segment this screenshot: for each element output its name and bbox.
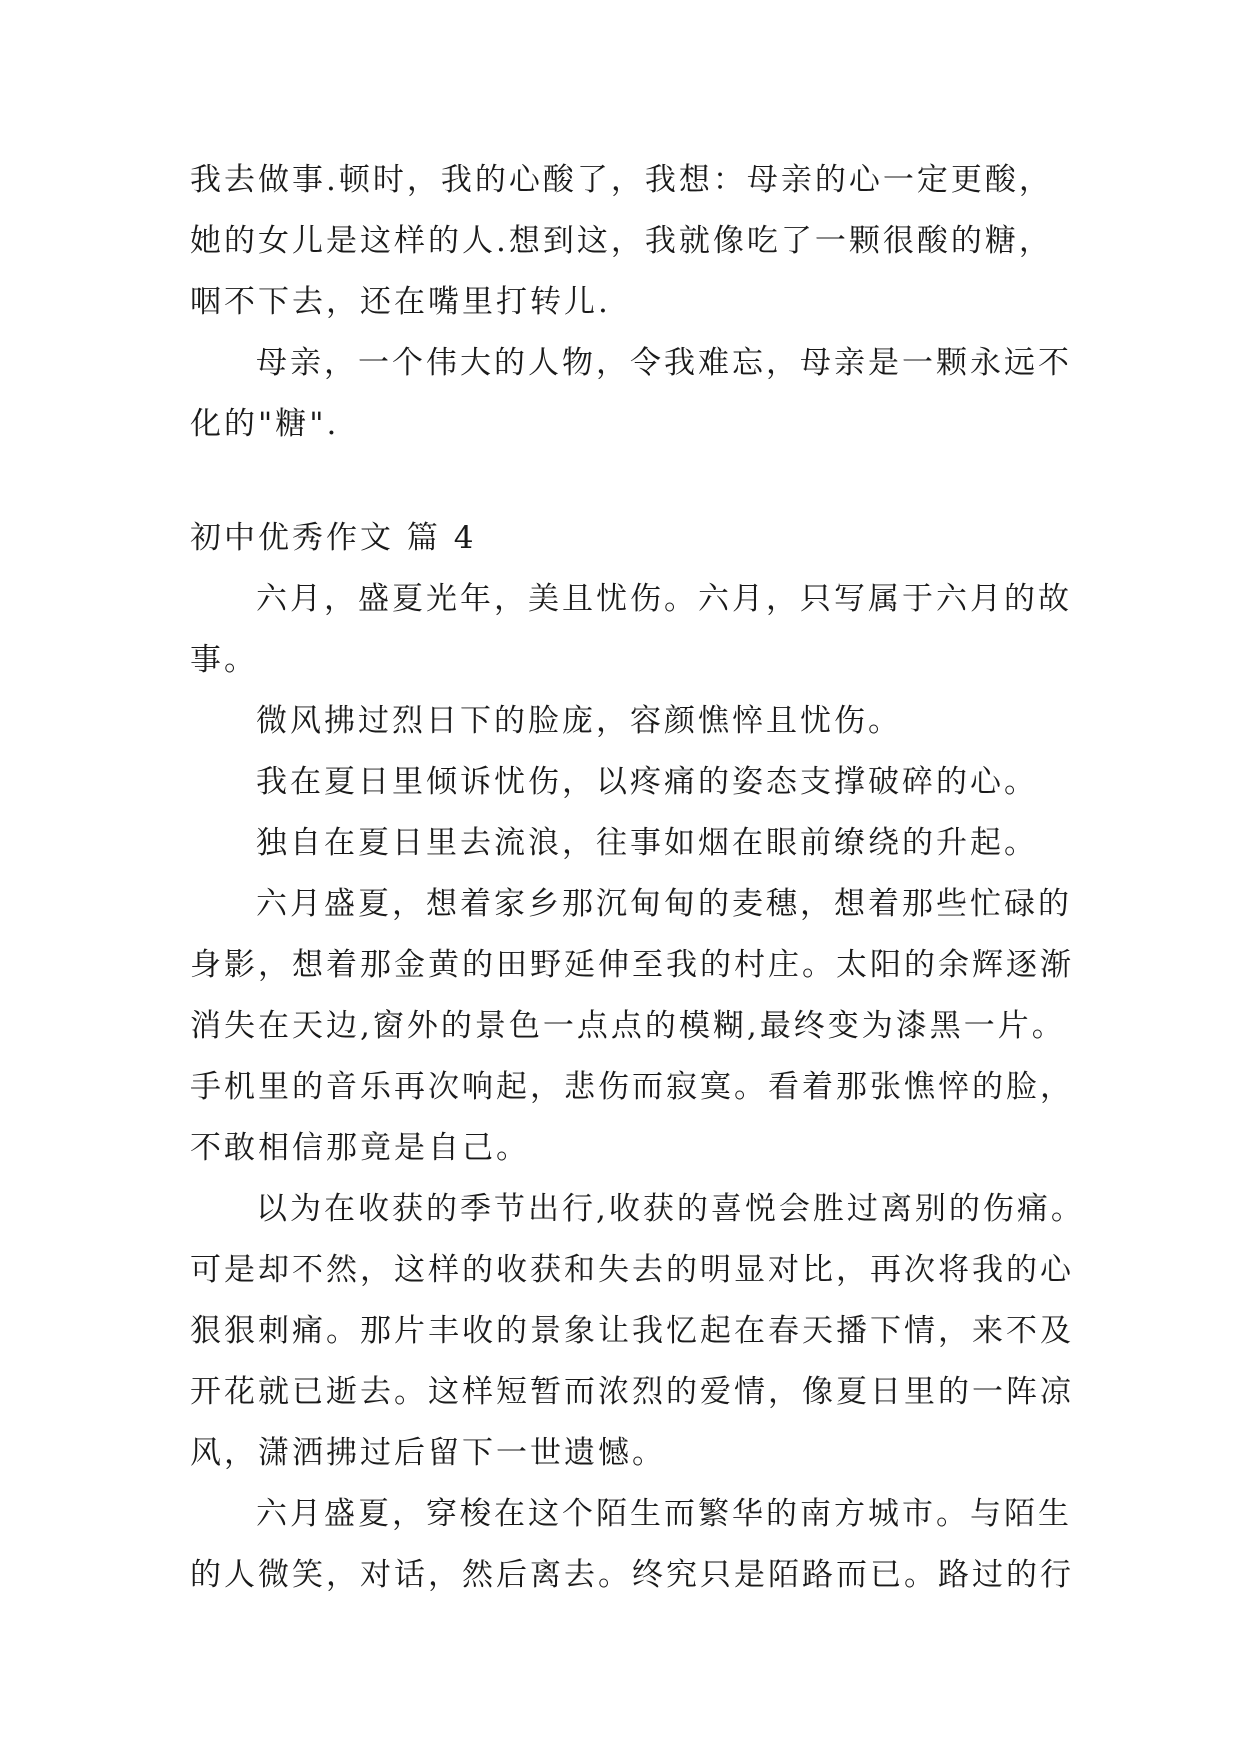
text-line: 六月，盛夏光年，美且忧伤。六月，只写属于六月的故: [256, 581, 1072, 617]
section-heading: 初中优秀作文 篇 4: [190, 520, 477, 556]
text-line: 她的女儿是这样的人.想到这，我就像吃了一颗很酸的糖，: [190, 223, 1053, 259]
text-line: 咽不下去，还在嘴里打转儿.: [190, 284, 611, 320]
essay-body: [190, 569, 1085, 1606]
text-line: 开花就已逝去。这样短暂而浓烈的爱情，像夏日里的一阵凉: [190, 1374, 1074, 1410]
text-line: 的人微笑，对话，然后离去。终究只是陌路而已。路过的行: [190, 1557, 1074, 1593]
text-line: 六月盛夏，想着家乡那沉甸甸的麦穗，想着那些忙碌的: [256, 886, 1072, 922]
text-line: 风，潇洒拂过后留下一世遗憾。: [190, 1435, 666, 1471]
text-line: 六月盛夏，穿梭在这个陌生而繁华的南方城市。与陌生: [256, 1496, 1072, 1532]
text-line: 可是却不然，这样的收获和失去的明显对比，再次将我的心: [190, 1252, 1074, 1288]
text-line: 我去做事.顿时，我的心酸了，我想：母亲的心一定更酸，: [190, 162, 1053, 198]
text-line: 不敢相信那竟是自己。: [190, 1130, 530, 1166]
text-line: 独自在夏日里去流浪，往事如烟在眼前缭绕的升起。: [256, 825, 1038, 861]
text-line: 狠狠刺痛。那片丰收的景象让我忆起在春天播下情，来不及: [190, 1313, 1074, 1349]
text-line: 事。: [190, 642, 258, 678]
text-line: 消失在天边,窗外的景色一点点的模糊,最终变为漆黑一片。: [190, 1008, 1066, 1044]
text-line: 化的"糖".: [190, 406, 340, 442]
text-line: 母亲，一个伟大的人物，令我难忘，母亲是一颗永远不: [256, 345, 1072, 381]
text-line: 身影，想着那金黄的田野延伸至我的村庄。太阳的余辉逐渐: [190, 947, 1074, 983]
text-line: 手机里的音乐再次响起，悲伤而寂寞。看着那张憔悴的脸，: [190, 1069, 1074, 1105]
text-line: 微风拂过烈日下的脸庞，容颜憔悴且忧伤。: [256, 703, 902, 739]
previous-essay-ending: [190, 150, 1070, 455]
text-line: 以为在收获的季节出行,收获的喜悦会胜过离别的伤痛。: [256, 1191, 1085, 1227]
text-line: 我在夏日里倾诉忧伤，以疼痛的姿态支撑破碎的心。: [256, 764, 1038, 800]
